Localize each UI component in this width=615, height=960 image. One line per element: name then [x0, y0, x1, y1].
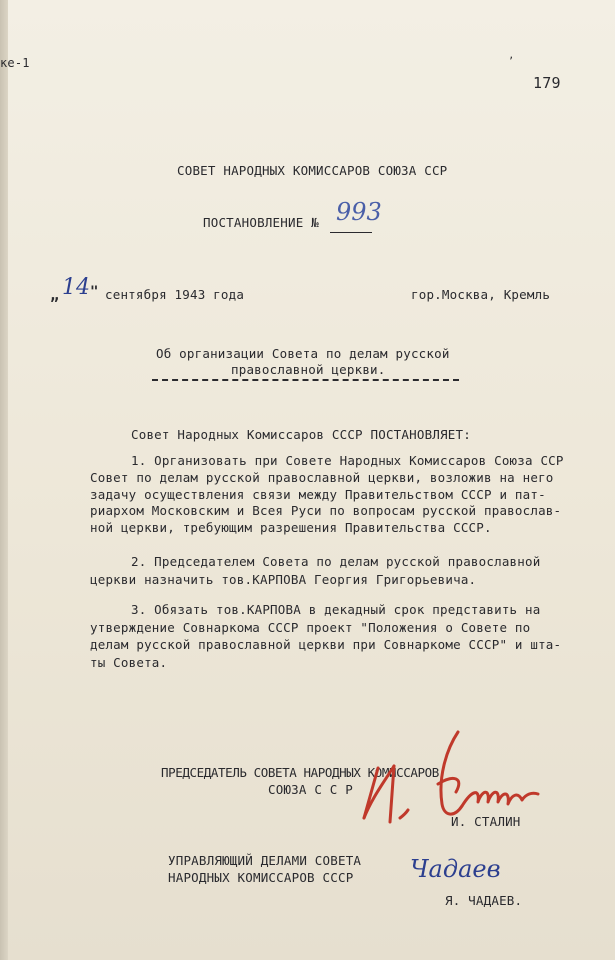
body-line: церкви назначить тов.КАРПОВА Георгия Григорьевича. [90, 572, 477, 587]
date-text: сентября 1943 года [105, 287, 245, 302]
subject-line-1: Об организации Совета по делам русской [156, 346, 450, 361]
manager-title-line-2: НАРОДНЫХ КОМИССАРОВ СССР [168, 870, 354, 885]
date-open-quote: „ [50, 286, 60, 304]
chairman-title-line-1: ПРЕДСЕДАТЕЛЬ СОВЕТА НАРОДНЫХ КОМИССАРОВ [161, 765, 439, 780]
body-line: утверждение Совнаркома СССР проект "Положения о Совете по [90, 620, 531, 635]
decree-number: 993 [336, 198, 382, 226]
body-line: Совет по делам русской православной церкви, возложив на него [90, 470, 554, 485]
subject-line-2: православной церкви. [231, 362, 386, 377]
body-line: риархом Московским и Всея Руси по вопросам русской православ- [90, 503, 562, 518]
body-line: 1. Организовать при Совете Народных Комиссаров Союза ССР [131, 453, 564, 468]
subject-underline [152, 379, 459, 381]
tick-mark: ʼ [508, 56, 515, 67]
chairman-name: И. СТАЛИН [451, 814, 521, 829]
place-text: гор.Москва, Кремль [411, 287, 551, 302]
decree-label: ПОСТАНОВЛЕНИЕ № [203, 215, 319, 230]
date-day: 14 [62, 275, 90, 300]
corner-mark: ке-1 [0, 56, 30, 70]
manager-title-line-1: УПРАВЛЯЮЩИЙ ДЕЛАМИ СОВЕТА [168, 853, 362, 868]
page-number: 179 [533, 74, 561, 92]
chadaev-signature: Чадаев [410, 855, 501, 883]
body-line: 2. Председателем Совета по делам русской православной [131, 554, 541, 569]
body-line: делам русской православной церкви при Совнаркоме СССР" и шта- [90, 637, 562, 652]
decree-number-underline [330, 232, 372, 233]
left-margin-strip [0, 0, 8, 960]
body-line: ной церкви, требующим разрешения Правительства СССР. [90, 520, 492, 535]
body-line: задачу осуществления связи между Правительством СССР и пат- [90, 487, 546, 502]
preamble: Совет Народных Комиссаров СССР ПОСТАНОВЛЯЕТ: [131, 427, 471, 442]
chairman-title-line-2: СОЮЗА С С Р [268, 782, 353, 797]
document-header: СОВЕТ НАРОДНЫХ КОМИССАРОВ СОЮЗА ССР [177, 163, 448, 178]
body-line: ты Совета. [90, 655, 168, 670]
manager-name: Я. ЧАДАЕВ. [445, 893, 523, 908]
stalin-signature [350, 720, 550, 830]
date-close-quote: " [90, 284, 99, 300]
body-line: 3. Обязать тов.КАРПОВА в декадный срок представить на [131, 602, 541, 617]
